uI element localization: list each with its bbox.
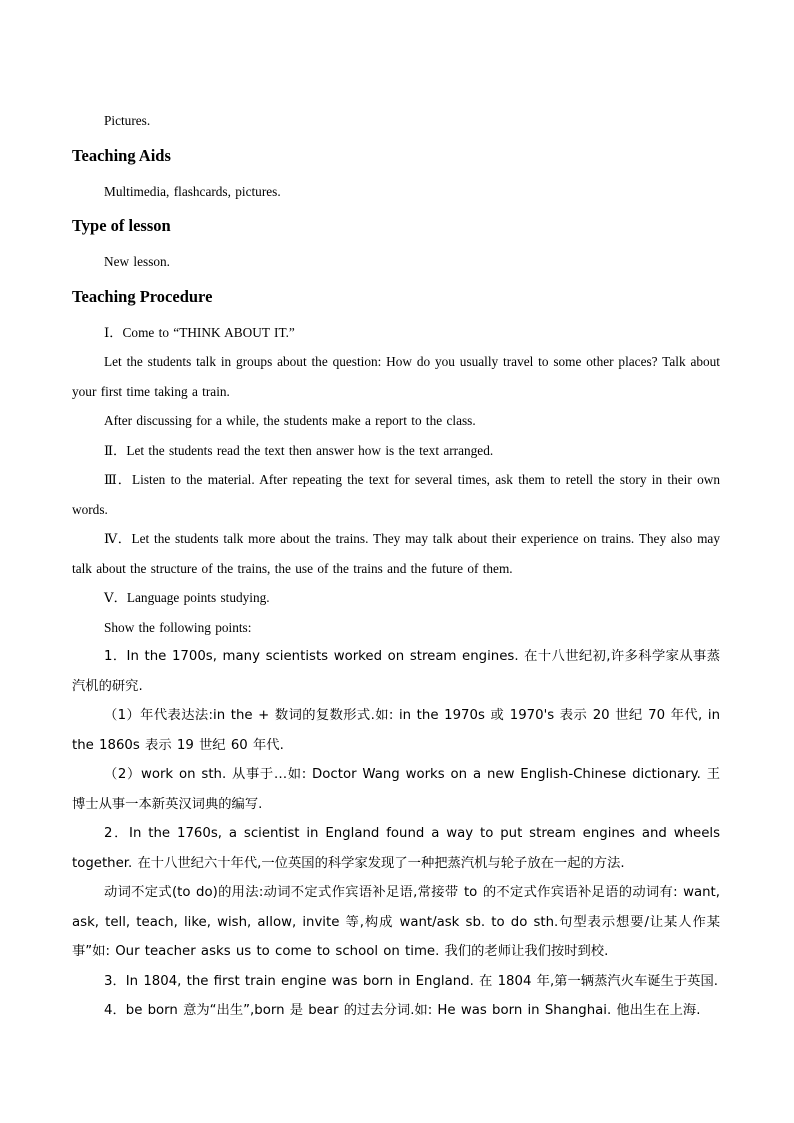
language-point-1-note-2: （2）work on sth. 从事于…如: Doctor Wang works on a new English-Chinese dictionary. 王博士从事一本新英汉词典的编写.	[72, 767, 720, 812]
teaching-aids-heading: Teaching Aids	[72, 145, 171, 165]
procedure-step-3: Ⅲ．Listen to the material. After repeating the text for several times, ask them to retell the story in their own words.	[72, 472, 720, 517]
language-point-3: 3．In 1804, the first train engine was born in England. 在 1804 年,第一辆蒸汽火车诞生于英国.	[104, 973, 718, 989]
type-of-lesson-text: New lesson.	[104, 254, 170, 269]
type-of-lesson-heading: Type of lesson	[72, 216, 171, 235]
teaching-procedure-heading: Teaching Procedure	[72, 286, 213, 306]
procedure-paragraph: Let the students talk in groups about the question: How do you usually travel to some other places? Talk about your first time taking a train.	[72, 354, 720, 399]
materials-text: Pictures.	[104, 113, 151, 128]
language-point-4: 4．be born 意为“出生”,born 是 bear 的过去分词.如: He was born in Shanghai. 他出生在上海.	[104, 1003, 701, 1018]
teaching-aids-text: Multimedia, flashcards, pictures.	[104, 183, 281, 199]
procedure-paragraph: Show the following points:	[104, 619, 252, 635]
language-point-1: 1．In the 1700s, many scientists worked on stream engines. 在十八世纪初,许多科学家从事蒸汽机的研究.	[72, 649, 720, 694]
procedure-step-1: Ⅰ．Come to “THINK ABOUT IT.”	[104, 324, 295, 340]
procedure-step-4: Ⅳ．Let the students talk more about the trains. They may talk about their experience on trains. They also may talk about the structure of the trains, the use of the trains and the future of them.	[72, 531, 720, 576]
language-point-1-note-1: （1）年代表达法:in the + 数词的复数形式.如: in the 1970s 或 1970's 表示 20 世纪 70 年代, in the 1860s 表示 19 世纪 60 年代.	[72, 708, 720, 753]
language-point-2-note: 动词不定式(to do)的用法:动词不定式作宾语补足语,常接带 to 的不定式作宾语补足语的动词有: want, ask, tell, teach, like, wish, allow, invite 等,构成 want/ask sb. to do sth.句型表示想要/让某人作某事”如: Our teacher asks us to come to school on time. 我们的老师让我们按时到校.	[72, 885, 720, 959]
document-page	[72, 106, 720, 1026]
procedure-step-2: Ⅱ．Let the students read the text then answer how is the text arranged.	[104, 442, 494, 458]
language-point-2: 2．In the 1760s, a scientist in England found a way to put stream engines and wheels together. 在十八世纪六十年代,一位英国的科学家发现了一种把蒸汽机与轮子放在一起的方法.	[72, 826, 720, 871]
procedure-step-5: Ⅴ．Language points studying.	[104, 590, 270, 605]
procedure-paragraph: After discussing for a while, the students make a report to the class.	[104, 413, 476, 428]
